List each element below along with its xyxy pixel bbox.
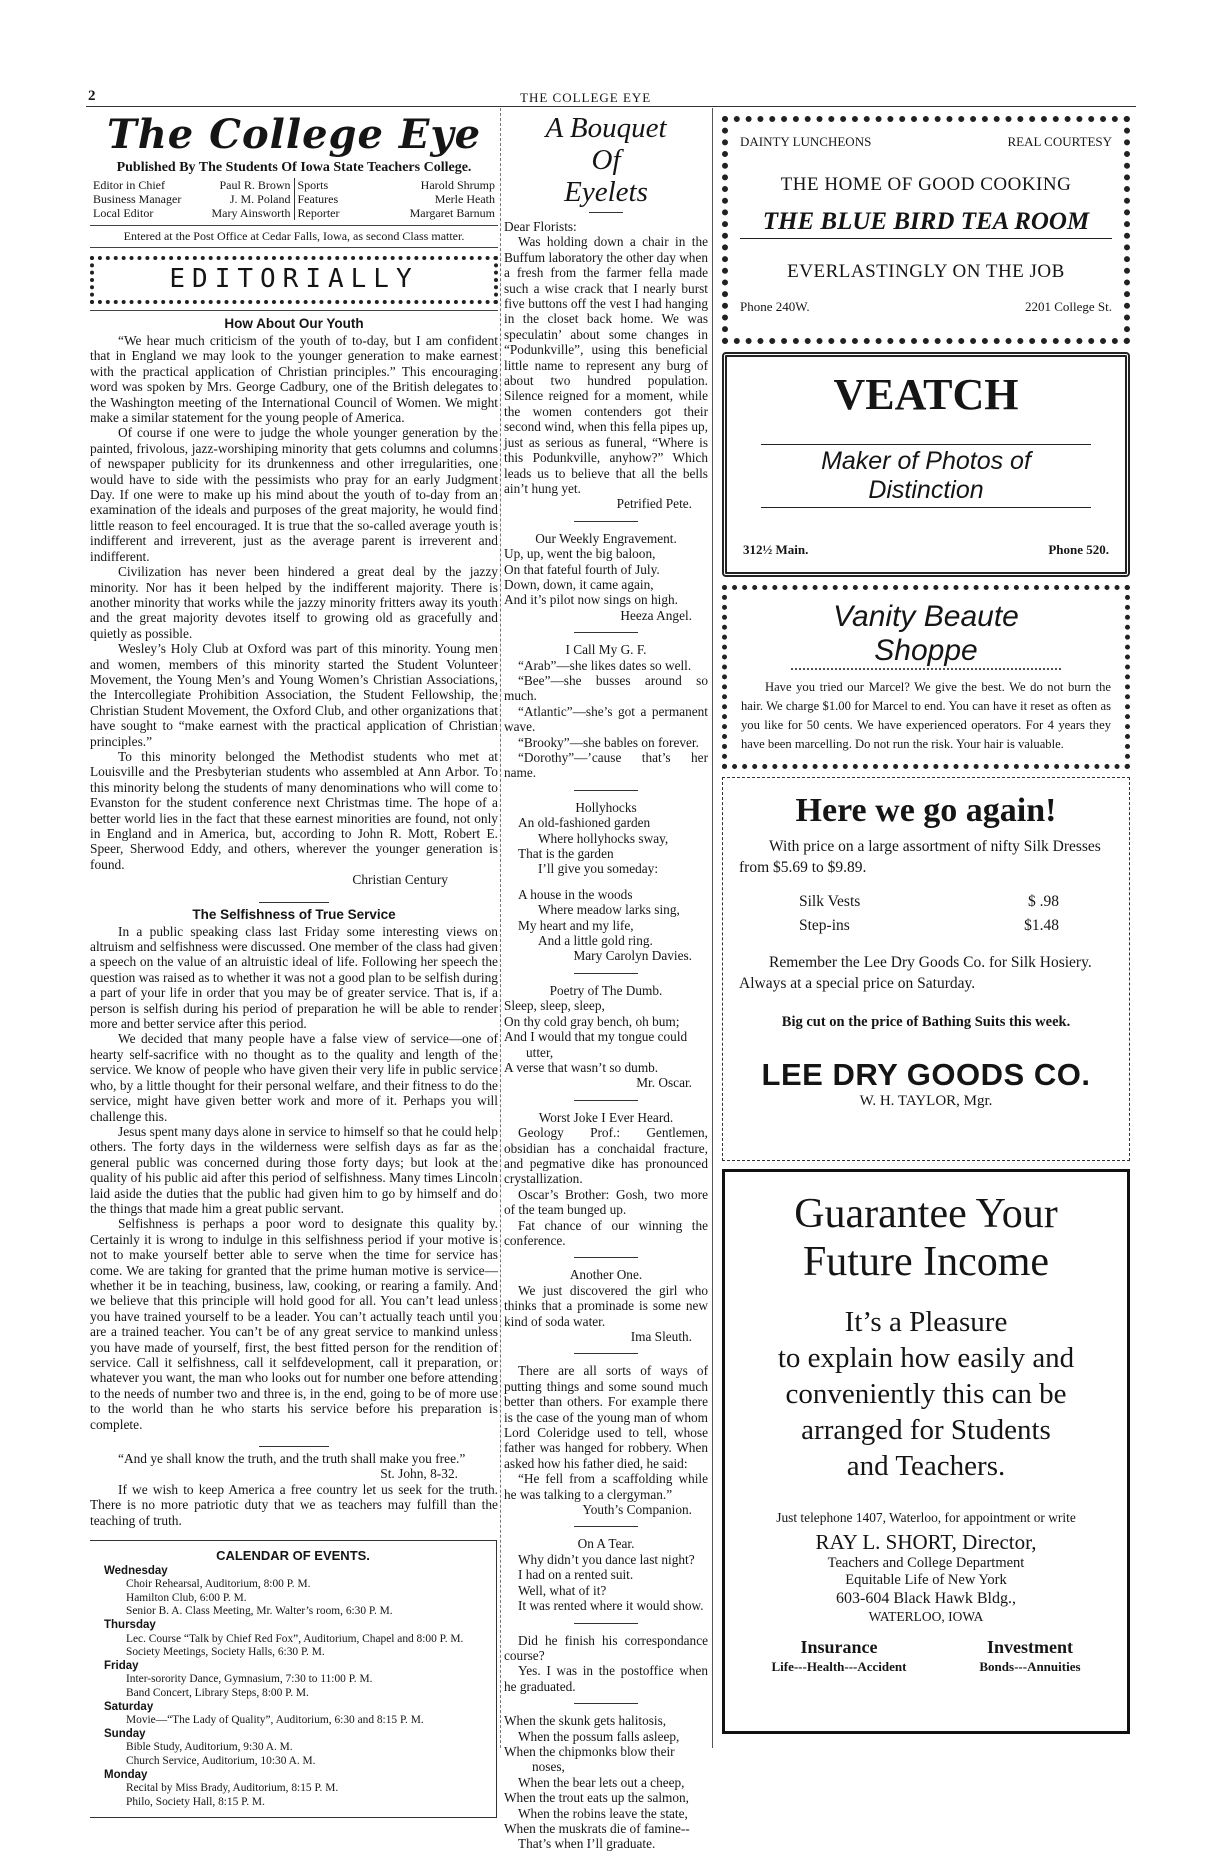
price-row <box>799 890 1059 914</box>
ad-manager: W. H. TAYLOR, Mgr. <box>859 1093 993 1109</box>
divider <box>574 632 638 633</box>
poem-line: When the possum falls asleep, <box>518 1728 680 1744</box>
ad-business-name: VEATCH <box>833 370 1019 419</box>
article-body <box>90 333 498 1528</box>
divider <box>574 1623 638 1624</box>
poem-line: That’s when I’ll graduate. <box>518 1836 656 1852</box>
divider <box>259 902 329 903</box>
poem-line: “Bee”—she busses around so much. <box>504 672 708 704</box>
signature: Heeza Angel. <box>620 607 692 623</box>
ad-tagline: Maker of Photos of Distinction <box>761 444 1091 508</box>
divider <box>574 1353 638 1354</box>
price-row <box>799 914 1059 938</box>
ad-text: THE HOME OF GOOD COOKING <box>780 174 1072 195</box>
calendar-event: Hamilton Club, 6:00 P. M. <box>126 1591 247 1604</box>
calendar-event: Philo, Society Hall, 8:15 P. M. <box>126 1795 265 1808</box>
item-title: Hollyhocks <box>575 799 637 815</box>
paragraph: “We hear much criticism of the youth of to-day, but I am confident that in England we may look to the younger generation to make earnest with the practical application of Christian principles.” This encouraging word was spoken by Mrs. George Cadbury, one of the British delegates to the Washington meeting of the International Council of Women. We might make a similar statement for the young people of America. <box>90 333 498 426</box>
poem-line: When the muskrats die of famine-- <box>504 1820 690 1836</box>
divider <box>589 212 623 213</box>
ad-column-sub: Life---Health---Accident <box>771 1659 907 1674</box>
staff-role: Features <box>297 192 339 206</box>
paragraph: Well, what of it? <box>518 1582 607 1598</box>
ad-company: Equitable Life of New York <box>845 1572 1007 1588</box>
poem-line: “Arab”—she likes dates so well. <box>518 657 692 673</box>
staff-row <box>93 206 291 220</box>
calendar-day: Friday <box>104 1659 139 1672</box>
calendar-event: Choir Rehearsal, Auditorium, 8:00 P. M. <box>126 1578 311 1591</box>
paragraph: Wesley’s Holy Club at Oxford was part of this minority. Young men and women, members of this minority started the Student Volunteer Movement, the Young Men’s and Young Women’s Christian Associations, the Intercollegiate Prohibition Association, the Student Fellowship, the Christian Student Movement, the Oxford Club, and other organizations that have sought to “make earnest with the practical application of Christian principles.” <box>90 641 498 749</box>
poem-line: When the bear lets out a cheep, <box>518 1774 685 1790</box>
left-column <box>90 112 498 1818</box>
ad-body: With price on a large assortment of nifty Silk Dresses from $5.69 to $9.89. <box>739 838 1101 876</box>
calendar-event: Band Concert, Library Steps, 8:00 P. M. <box>126 1687 309 1699</box>
paragraph: I had on a rented suit. <box>518 1567 634 1583</box>
calendar-event: Bible Study, Auditorium, 9:30 A. M. <box>126 1741 293 1754</box>
staff-role: Reporter <box>297 206 340 220</box>
calendar-event: Senior B. A. Class Meeting, Mr. Walter’s room, 6:30 P. M. <box>126 1605 393 1618</box>
calendar-day: Saturday <box>104 1700 154 1713</box>
ad-body: Have you tried our Marcel? We give the best. We do not burn the hair. We charge $1.00 for Marcel to end. You can have it reset as often as you like for 50 cents. We have experienced operators. For 4 years they have been marcelling. Do not run the risk. Your hair is valuable. <box>741 680 1111 751</box>
header-rule <box>86 106 1136 107</box>
poem-line: When the trout eats up the salmon, <box>504 1790 690 1806</box>
divider <box>574 973 638 974</box>
divider <box>574 521 638 522</box>
poem-line: “Dorothy”—’cause that’s her name. <box>504 750 708 781</box>
staff-name: J. M. Poland <box>229 192 291 206</box>
salutation: Dear Florists: <box>504 219 577 234</box>
item-title: Another One. <box>569 1267 643 1283</box>
column-title: A Bouquet <box>545 112 667 144</box>
paragraph: To this minority belonged the Methodist students who met at Louisville and the Presbyterian students who assembled at Ann Arbor. To this minority belong the students of many denominations who will come to Evanston for the student conference next Christmas time. The hope of a better world lies in the fact that these earnest minorities are found, not only in England and in America, but, according to John R. Mott, Robert E. Speer, Sherwood Eddy, and others, wherever the younger generation is found. <box>90 748 498 872</box>
scripture-quote: “And ye shall know the truth, and the truth shall make you free.” <box>118 1451 466 1467</box>
divider <box>574 1100 638 1101</box>
ad-subhead: and Teachers. <box>846 1450 1006 1482</box>
ad-headline: Here we go again! <box>795 792 1057 829</box>
poem-line: My heart and my life, <box>518 917 634 933</box>
masthead-title: The College Eye <box>106 111 482 158</box>
ad-column-sub: Bonds---Annuities <box>979 1659 1081 1674</box>
staff-name: Paul R. Brown <box>219 178 291 192</box>
calendar-day: Thursday <box>104 1619 156 1632</box>
paragraph: Oscar’s Brother: Gosh, two more of the team bunged up. <box>504 1186 708 1218</box>
ad-subhead: conveniently this can be <box>785 1378 1067 1410</box>
ad-column-investment <box>979 1637 1080 1676</box>
ad-address: 603-604 Black Hawk Bldg., <box>836 1590 1016 1607</box>
item-title: On A Tear. <box>577 1536 635 1552</box>
signature: Petrified Pete. <box>616 496 692 512</box>
staff-role: Editor in Chief <box>93 178 165 192</box>
paragraph: We just discovered the girl who thinks that a prominade is some new kind of soda water. <box>504 1282 708 1329</box>
poem-line: A verse that wasn’t so dumb. <box>504 1059 659 1075</box>
ad-subhead: It’s a Pleasure <box>844 1306 1008 1338</box>
divider <box>574 1257 638 1258</box>
calendar-day: Monday <box>104 1768 148 1781</box>
ad-address: 312½ Main. <box>743 542 809 557</box>
ad-column-insurance <box>771 1637 906 1676</box>
ad-sale-note: Big cut on the price of Bathing Suits this week. <box>781 1014 1071 1030</box>
poem-line: That is the garden <box>518 846 614 862</box>
poem-line: And I would that my tongue could utter, <box>504 1029 688 1060</box>
poem-line: When the robins leave the state, <box>518 1805 688 1821</box>
poem-line: “Brooky”—she bables on forever. <box>518 734 699 750</box>
ad-business-name: THE BLUE BIRD TEA ROOM <box>740 208 1112 239</box>
divider <box>574 1526 638 1527</box>
article-title: How About Our Youth <box>90 310 498 331</box>
section-banner: EDITORIALLY <box>90 256 498 304</box>
signature: Youth’s Companion. <box>582 1502 692 1518</box>
poem-line: Where meadow larks sing, <box>538 902 680 918</box>
calendar-event: Recital by Miss Brady, Auditorium, 8:15 P. M. <box>126 1782 339 1795</box>
page-number: 2 <box>88 88 96 104</box>
calendar-event: Lec. Course “Talk by Chief Red Fox”, Auditorium, Chapel and 8:00 P. M. <box>126 1632 464 1645</box>
ad-headline: Guarantee Your <box>794 1191 1058 1237</box>
ad-business-name: Vanity Beaute Shoppe <box>791 600 1061 670</box>
staff-role: Local Editor <box>93 206 154 220</box>
item-name: Step-ins <box>799 917 850 934</box>
item-title: Poetry of The Dumb. <box>549 982 663 998</box>
poem-line: Down, down, it came again, <box>504 576 654 592</box>
calendar-title: CALENDAR OF EVENTS. <box>216 1548 370 1564</box>
divider <box>259 1446 329 1447</box>
ad-veatch <box>722 352 1130 577</box>
calendar-of-events <box>90 1540 497 1818</box>
paragraph: Did he finish his correspondance course? <box>504 1632 708 1663</box>
calendar-event: Movie—“The Lady of Quality”, Auditorium, 6:30 and 8:15 P. M. <box>126 1714 424 1727</box>
staff-name: Harold Shrump <box>420 178 495 192</box>
paragraph: Civilization has never been hindered a great deal by the jazzy minority. Nor has it been helped by the indifferent majority. There is another minority that works while the jazzy minority fritters away its youth and the great majority devotes itself to growing old as gracefully and quietly as possible. <box>90 564 498 641</box>
signature: Mr. Oscar. <box>636 1075 692 1091</box>
ad-headline: Future Income <box>802 1239 1050 1285</box>
poem-line: Up, up, went the big baloon, <box>504 546 656 562</box>
ad-lee-dry-goods <box>722 777 1130 1161</box>
ad-body: Remember the Lee Dry Goods Co. for Silk Hosiery. Always at a special price on Saturday. <box>739 954 1092 992</box>
paragraph: If we wish to keep America a free country let us seek for the truth. There is no more patriotic duty that we as teachers may fulfill than the teaching of truth. <box>90 1481 498 1528</box>
staff-box <box>90 178 498 220</box>
staff-row <box>93 178 291 192</box>
paragraph: In a public speaking class last Friday some interesting views on altruism and selfishness were discussed. One member of the class had given a speech on the value of an altruistic ideal of life. Following her speech the question was raised as to whether it was not a good plan to be selfish during a part of your life in order that you may be of greater service. That is, if a person is selfish during his period of preparation he will be able to render more and better service after this period. <box>90 923 498 1032</box>
ad-equitable-life <box>722 1169 1130 1734</box>
calendar-day: Sunday <box>104 1727 146 1740</box>
paragraph: Was holding down a chair in the Buffum laboratory the other day when a fresh from the farmer fella made such a wise crack that I nearly burst five buttons off the vest I had hanging in the closet back home. We was speculatin’ about some changes in “Podunkville”, using this beneficial little name to represent any burg of about two hundred population. Silence reigned for a moment, while the women contenders got their second wind, when this fella pipes up, just as serious as funeral, “Where is this Podunkville, anyhow?” Which leads us to believe that all the bells ain’t hung yet. <box>504 234 708 496</box>
poem-line: A house in the woods <box>518 886 633 902</box>
poem-line: And a little gold ring. <box>538 933 653 949</box>
poem-line: On thy cold gray bench, oh bum; <box>504 1013 680 1029</box>
divider <box>574 1703 638 1704</box>
ad-phone: Phone 520. <box>1048 542 1109 557</box>
scripture-reference: St. John, 8-32. <box>380 1466 458 1482</box>
calendar-event: Inter-sorority Dance, Gymnasium, 7:30 to 11:00 P. M. <box>126 1673 373 1686</box>
ad-vanity-beaute-shoppe <box>722 585 1130 769</box>
ad-subhead: arranged for Students <box>801 1414 1051 1446</box>
staff-name: Mary Ainsworth <box>211 206 291 220</box>
item-name: Silk Vests <box>799 893 861 910</box>
column-title: Eyelets <box>564 176 648 208</box>
paragraph: Why didn’t you dance last night? <box>518 1551 695 1567</box>
ad-subhead: to explain how easily and <box>777 1342 1075 1374</box>
ad-business-name: LEE DRY GOODS CO. <box>761 1057 1091 1092</box>
divider <box>574 790 638 791</box>
postal-notice: Entered at the Post Office at Cedar Falls, Iowa, as second Class matter. <box>90 225 498 248</box>
column-rule <box>500 108 501 1748</box>
item-price: $1.48 <box>1024 917 1059 934</box>
poem-line: An old-fashioned garden <box>518 815 651 831</box>
item-title: Worst Joke I Ever Heard. <box>538 1109 674 1125</box>
calendar-event: Society Meetings, Society Halls, 6:30 P. M. <box>126 1646 325 1659</box>
staff-role: Business Manager <box>93 192 182 206</box>
item-price: $ .98 <box>1028 893 1059 910</box>
calendar-event: Church Service, Auditorium, 10:30 A. M. <box>126 1754 316 1767</box>
staff-row <box>298 206 496 220</box>
paragraph: There are all sorts of ways of putting things and some sound much better than others. For example there is the case of the young man of whom Lord Coleridge used to tell, whose father was hanged for robbery. When asked how his father died, he said: <box>504 1363 708 1471</box>
poem-line: On that fateful fourth of July. <box>504 561 660 577</box>
paragraph: Fat chance of our winning the conference. <box>504 1217 708 1248</box>
staff-row <box>298 192 496 206</box>
poem-line: “Atlantic”—she’s got a permanent wave. <box>504 703 708 735</box>
article-source: Christian Century <box>352 872 448 888</box>
staff-name: Merle Heath <box>434 192 495 206</box>
published-by: Published By The Students Of Iowa State Teachers College. <box>116 160 472 175</box>
signature: Ima Sleuth. <box>630 1329 692 1344</box>
ad-text: Teachers and College Department <box>827 1555 1025 1571</box>
poem-line: And it’s pilot now sings on high. <box>504 592 678 608</box>
ad-city: WATERLOO, IOWA <box>868 1609 984 1624</box>
ad-director: RAY L. SHORT, Director, <box>815 1530 1037 1554</box>
paragraph: Of course if one were to judge the whole younger generation by the painted, frivolous, jazz-worshiping minority that gets columns and columns of newspaper publicity for its drunkenness and other irregularities, one would have to side with the pessimists who pray for an early Judgment Day. If one were to make up his mind about the youth of to-day from an examination of the ideals and purposes of the great majority, he would find little reason to feel encouraged. It is true that the so-called average youth is indifferent and irreverent, just as the average parent is irreverent and indifferent. <box>90 425 498 564</box>
paragraph: Geology Prof.: Gentlemen, obsidian has a conchaidal fracture, and pegmative dike has pronounced crystallization. <box>504 1125 708 1187</box>
ad-column-title: Insurance <box>800 1637 878 1657</box>
running-head: THE COLLEGE EYE <box>520 90 652 105</box>
paragraph: Yes. I was in the postoffice when he graduated. <box>504 1663 708 1694</box>
staff-row <box>93 192 291 206</box>
ad-text: Just telephone 1407, Waterloo, for appointment or write <box>776 1510 1076 1525</box>
staff-role: Sports <box>297 178 329 192</box>
ad-address: 2201 College St. <box>1024 299 1112 314</box>
ad-text: DAINTY LUNCHEONS <box>740 134 872 149</box>
ad-blue-bird-tea-room <box>722 116 1130 344</box>
column-title: Of <box>591 144 621 176</box>
poem-line: Where hollyhocks sway, <box>538 830 669 846</box>
ad-slogan: EVERLASTINGLY ON THE JOB <box>787 261 1065 282</box>
item-title: I Call My G. F. <box>565 642 647 658</box>
paragraph: Jesus spent many days alone in service to himself so that he could help others. The forty days in the wilderness were selfish days as far as the general public was concerned during those forty days; but look at the quality of his public aid after this period of selfishness. Many times Lincoln laid aside the duties that the public had given him to go by himself and do the things that made him a great public servant. <box>90 1123 498 1216</box>
paragraph: It was rented where it would show. <box>518 1598 704 1614</box>
paragraph: Selfishness is perhaps a poor word to designate this quality by. Certainly it is wrong to indulge in this selfishness period if your motive is not to make yourself better able to serve when the time for service has come. We are taking for granted that the prime human motive is service—whether it be in teaching, business, law, cooking, or rearing a family. And we believe that this principle will hold good for all. You can’t lead unless you have trained yourself to be a leader. You can’t actually teach until you are a trained teacher. You can’t be of any great service to mankind unless you have made of yourself, first, the best fitted person for the rendition of service. Call it selfishness, call it selfdevelopment, call it preparation, or whatever you want, the man who looks out for number one before attending to the needs of number two and three is, in the end, going to be of more use to the world than he who starts his service before his preparation is complete. <box>90 1216 498 1432</box>
ad-phone: Phone 240W. <box>740 299 810 314</box>
poem-line: When the skunk gets halitosis, <box>504 1713 667 1729</box>
poem-line: Sleep, sleep, sleep, <box>504 998 605 1014</box>
bouquet-column <box>504 112 708 1852</box>
ad-text: REAL COURTESY <box>1007 134 1112 149</box>
staff-name: Margaret Barnum <box>409 206 495 220</box>
staff-row <box>298 178 496 192</box>
ad-column-title: Investment <box>986 1637 1073 1657</box>
paragraph: “He fell from a scaffolding while he was talking to a clergyman.” <box>504 1471 708 1502</box>
calendar-day: Wednesday <box>104 1564 168 1577</box>
signature: Mary Carolyn Davies. <box>573 948 692 964</box>
paragraph: We decided that many people have a false view of service—one of hearty self-sacrifice with no thought as to the quality and length of the service. We know of people who have given their very life in public service who, by a little thought for their personal welfare, and their fitness to do the service, might have given better work and more of it. Perhaps you will challenge this. <box>90 1031 498 1124</box>
article-title: The Selfishness of True Service <box>192 906 396 922</box>
poem-line: I’ll give you someday: <box>538 861 659 877</box>
ads-column <box>722 116 1130 1734</box>
column-rule <box>712 108 713 1748</box>
item-title: Our Weekly Engravement. <box>535 530 677 546</box>
poem-line: When the chipmonks blow their noses, <box>504 1743 675 1775</box>
